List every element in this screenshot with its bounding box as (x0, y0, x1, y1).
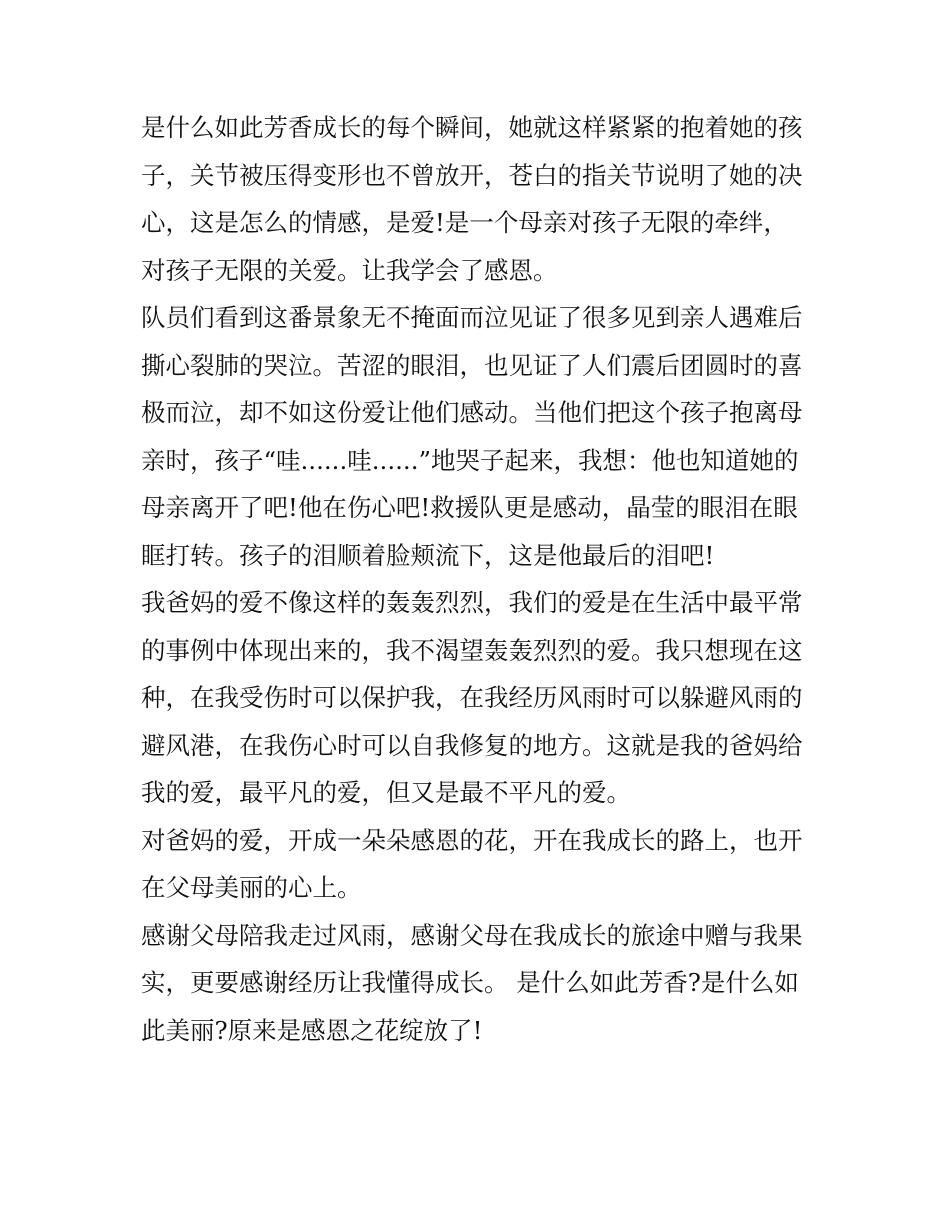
text-line: 极而泣，却不如这份爱让他们感动。当他们把这个孩子抱离母 (141, 398, 803, 427)
paragraph-5 (141, 912, 821, 1055)
text-line: 此美丽?原来是感恩之花绽放了! (141, 1015, 483, 1045)
text-line: 撕心裂肺的哭泣。苦涩的眼泪，也见证了人们震后团圆时的喜 (141, 350, 803, 380)
text-line: 避风港，在我伤心时可以自我修复的地方。这就是我的爸妈给 (141, 730, 803, 760)
paragraph-4 (141, 817, 821, 912)
text-line: 实，更要感谢经历让我懂得成长。 是什么如此芳香?是什么如 (141, 968, 799, 997)
text-line: 种，在我受伤时可以保护我，在我经历风雨时可以躲避风雨的 (141, 683, 803, 712)
paragraph-1 (141, 104, 821, 294)
text-line: 我的爱，最平凡的爱，但又是最不平凡的爱。 (141, 778, 631, 807)
text-line: 眶打转。孩子的泪顺着脸颊流下，这是他最后的泪吧! (141, 540, 715, 570)
text-line: 是什么如此芳香成长的每个瞬间，她就这样紧紧的抱着她的孩 (141, 113, 803, 142)
text-line: 心，这是怎么的情感，是爱!是一个母亲对孩子无限的牵绊， (141, 208, 788, 237)
text-line: 在父母美丽的心上。 (141, 873, 362, 902)
paragraph-2 (141, 294, 821, 579)
text-line: 对孩子无限的关爱。让我学会了感恩。 (141, 255, 558, 285)
body-text (141, 104, 821, 1054)
text-line: 的事例中体现出来的，我不渴望轰轰烈烈的爱。我只想现在这 (141, 635, 803, 665)
text-line: 亲时，孩子“哇......哇......”地哭子起来，我想：他也知道她的 (141, 445, 799, 475)
paragraph-3 (141, 579, 821, 817)
text-line: 母亲离开了吧!他在伤心吧!救援队更是感动，晶莹的眼泪在眼 (141, 493, 798, 522)
text-line: 队员们看到这番景象无不掩面而泣见证了很多见到亲人遇难后 (141, 303, 803, 332)
text-line: 对爸妈的爱，开成一朵朵感恩的花，开在我成长的路上，也开 (141, 825, 803, 855)
text-line: 子，关节被压得变形也不曾放开，苍白的指关节说明了她的决 (141, 160, 803, 190)
text-line: 感谢父母陪我走过风雨，感谢父母在我成长的旅途中赠与我果 (141, 920, 803, 950)
text-line: 我爸妈的爱不像这样的轰轰烈烈，我们的爱是在生活中最平常 (141, 588, 803, 617)
